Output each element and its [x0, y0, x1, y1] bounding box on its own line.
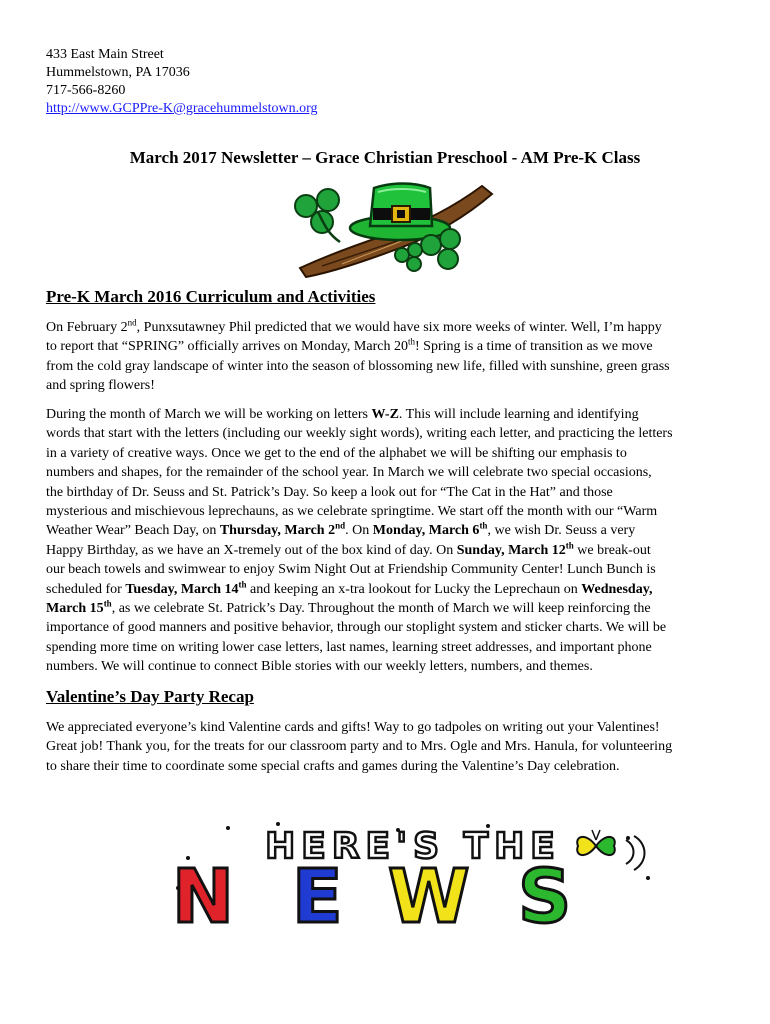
leprechaun-hat-icon [350, 184, 450, 241]
butterfly-icon [577, 830, 615, 855]
news-letter-n: N [172, 854, 234, 928]
curriculum-heading: Pre-K March 2016 Curriculum and Activities [46, 287, 376, 306]
shamrock-right-icon [421, 229, 460, 269]
street-address: 433 East Main Street [46, 47, 164, 62]
heres-the-news-banner [158, 818, 668, 928]
valentine-paragraph: We appreciated everyone’s kind Valentine cards and gifts! Way to go tadpoles on writing out your Valentines! Great job! Thank you, for the treats for our classroom party and to Mrs. Ogle and Mrs. Hanula, for volunteering to share their time to coordinate some special crafts and games during the Valentine’s Day celebration. [46, 720, 673, 774]
spring-paragraph: On February 2nd, Punxsutawney Phil predicted that we would have six more weeks of winter. Well, I’m happy to report that “SPRING” officially arrives on Monday, March 20th! Spring is a time of transition as we move from the cold gray landscape of winter into the season of blossoming new life, filled with sunshine, green grass and spring flowers! [46, 317, 670, 394]
website-link[interactable]: http://www.GCPPre-K@gracehummelstown.org [46, 101, 318, 116]
phone-number: 717-566-8260 [46, 83, 126, 98]
march-activities-paragraph: During the month of March we will be working on letters W-Z. This will include learning and identifying words that start with the letters (including our weekly sight words), writing each letter, and practicing the letters in a variety of creative ways. Once we get to the end of the alphabet we will be shifting our emphasis to numbers and shapes, for the remainder of the school year. In March we will celebrate two special occasions, the birthday of Dr. Seuss and St. Patrick’s Day. So keep a look out for “The Cat in the Hat” and those mysterious and mischievous leprechauns, as we celebrate springtime. We start off the month with our “Warm Weather Wear” Beach Day, on Thursday, March 2nd. On Monday, March 6th, we wish Dr. Seuss a very Happy Birthday, as we have an X-tremely out of the box kind of day. On Sunday, March 12th we break-out our beach towels and swimwear to enjoy Swim Night Out at Friendship Community Center! Lunch Bunch is scheduled for Tuesday, March 14th and keeping an x-tra lookout for Lucky the Leprechaun on Wednesday, March 15th, as we celebrate St. Patrick’s Day. Throughout the month of March we will keep reinforcing the importance of good manners and positive behavior, through our stoplight system and sticker charts. We will be spending more time on writing lower case letters, last names, learning street addresses, and important phone numbers. We will continue to connect Bible stories with our weekly letters, numbers, and themes. [46, 407, 673, 675]
shamrock-left-icon [295, 189, 340, 242]
address-block [46, 46, 317, 118]
valentine-heading: Valentine’s Day Party Recap [46, 687, 254, 706]
news-letter-w: W [388, 854, 470, 928]
news-letter-s: S [518, 854, 572, 928]
news-letter-e: E [292, 854, 343, 928]
heres-the-text: HERE'S THE [265, 826, 561, 867]
newsletter-title: March 2017 Newsletter – Grace Christian Preschool - AM Pre-K Class [129, 148, 641, 167]
leprechaun-hat-shamrock-illustration [282, 178, 498, 278]
city-state-zip: Hummelstown, PA 17036 [46, 65, 190, 80]
